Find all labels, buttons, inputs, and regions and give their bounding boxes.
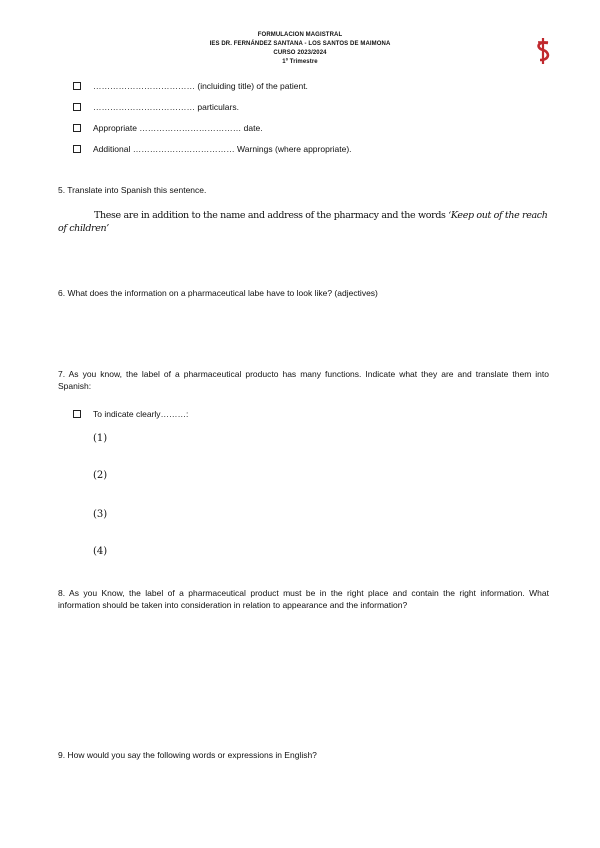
question-8: 8. As you Know, the label of a pharmaceutical product must be in the right place and contain the right information. What information should be taken into consideration in relation to appearance and the information? (58, 588, 549, 610)
answer-number: (4) (93, 546, 108, 557)
checkbox-icon (73, 82, 81, 90)
checkbox-icon (73, 145, 81, 153)
bullet-text: Appropriate ……………………………… date. (93, 123, 263, 133)
bullet-text: ……………………………… particulars. (93, 102, 239, 112)
bullet-text: Additional ……………………………… Warnings (where appropriate). (93, 144, 352, 154)
question-6: 6. What does the information on a pharmaceutical labe have to look like? (adjectives) (58, 288, 378, 298)
header-title: FORMULACION MAGISTRAL (257, 32, 343, 38)
checkbox-icon (73, 124, 81, 132)
answer-number: (3) (93, 509, 108, 520)
question-5: 5. Translate into Spanish this sentence. (58, 185, 207, 195)
q5-sentence (58, 209, 553, 235)
list-item (73, 144, 352, 154)
checkbox-icon (73, 103, 81, 111)
bullet-text: To indicate clearly………: (93, 409, 189, 419)
school-logo-icon (532, 36, 554, 66)
q5-quote: ‘Keep out of the reach of children’ (58, 210, 548, 234)
q5-sentence-text: These are in addition to the name and address of the pharmacy and the words (94, 210, 449, 221)
header-school: IES DR. FERNÁNDEZ SANTANA - LOS SANTOS DE MAIMONA (209, 41, 391, 47)
list-item (73, 409, 188, 419)
question-9: 9. How would you say the following words or expressions in English? (58, 750, 317, 760)
answer-number: (2) (93, 470, 108, 481)
checkbox-icon (73, 410, 81, 418)
bullet-text: ……………………………… (incluiding title) of the patient. (93, 81, 308, 91)
list-item (73, 81, 308, 91)
answer-number: (1) (93, 433, 108, 444)
header-course: CURSO 2023/2024 (273, 50, 327, 56)
list-item (73, 102, 239, 112)
question-7: 7. As you know, the label of a pharmaceutical producto has many functions. Indicate what they are and translate them into Spanish: (58, 369, 549, 391)
list-item (73, 123, 263, 133)
header-term: 1º Trimestre (282, 59, 318, 65)
